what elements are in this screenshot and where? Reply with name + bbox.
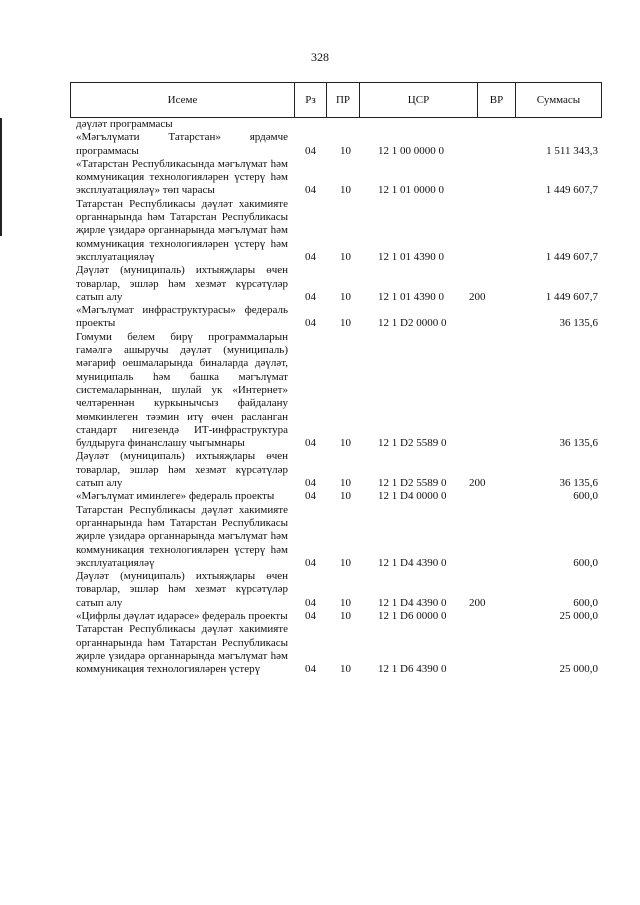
row-rz: 04 (305, 317, 316, 330)
row-sum: 36 135,6 (559, 437, 598, 450)
row-name: Татарстан Республикасы дәүләт хакимияте органнарында һәм Татарстан Республикасы җирле үзидарә органнарында мәгълүмат һәм коммуникация технологияләрен үстерү һәм эксплуатацияләү (76, 503, 288, 569)
table-row (0, 118, 640, 131)
row-sum: 600,0 (573, 596, 598, 609)
row-csr: 12 1 00 0000 0 (378, 144, 444, 157)
row-name: Дәүләт (муниципаль) ихтыяҗлары өчен товарлар, эшләр һәм хезмәт күрсәтүләр сатып алу (76, 570, 288, 609)
row-vr: 200 (469, 477, 486, 490)
table-row (0, 504, 640, 570)
row-sum: 1 511 343,3 (546, 144, 598, 157)
row-sum: 25 000,0 (559, 663, 598, 676)
row-pr: 10 (340, 184, 351, 197)
table-header (70, 82, 602, 118)
row-rz: 04 (305, 556, 316, 569)
row-rz: 04 (305, 596, 316, 609)
row-csr: 12 1 01 0000 0 (378, 184, 444, 197)
row-sum: 600,0 (573, 490, 598, 503)
table-row (0, 158, 640, 198)
table-body (0, 118, 640, 676)
row-csr: 12 1 D4 0000 0 (378, 490, 447, 503)
page-number: 328 (311, 50, 329, 64)
row-sum: 1 449 607,7 (545, 250, 598, 263)
row-sum: 36 135,6 (559, 317, 598, 330)
row-name: «Мәгълүмат иминлеге» федераль проекты (76, 490, 275, 503)
row-name: Татарстан Республикасы дәүләт хакимияте органнарында һәм Татарстан Республикасы җирле үзидарә органнарында мәгълүмат һәм коммуникация технологияләрен үстерү һәм эксплуатацияләү (76, 197, 288, 263)
row-pr: 10 (340, 596, 351, 609)
table-row (0, 331, 640, 451)
row-sum: 1 449 607,7 (545, 184, 598, 197)
row-rz: 04 (305, 184, 316, 197)
row-rz: 04 (305, 437, 316, 450)
table-row (0, 570, 640, 610)
row-csr: 12 1 D2 5589 0 (378, 477, 447, 490)
table-row (0, 304, 640, 331)
row-sum: 25 000,0 (559, 609, 598, 622)
row-name: Гомуми белем бирү программаларын гамәлгә ашыручы дәүләт (муниципаль) мәгариф оешмаларында биналарда дәүләт, муниципаль һәм башка мәгълүмат системаларыннан, шулай ук «Интернет» челтәреннән куркынычсыз файдалану мөмкинлеген тәэмин итү өчен расланган стандарт нигезендә ИТ-инфраструктура булдыруга финанслашу чыгымнары (76, 330, 288, 450)
row-name: Дәүләт (муниципаль) ихтыяҗлары өчен товарлар, эшләр һәм хезмәт күрсәтүләр сатып алу (76, 450, 288, 490)
header-sum: Суммасы (536, 94, 581, 106)
row-vr: 200 (469, 596, 486, 609)
row-pr: 10 (340, 250, 351, 263)
row-csr: 12 1 01 4390 0 (378, 290, 444, 303)
row-name: «Мәгълүмати Татарстан» ярдәмче программасы (76, 131, 288, 157)
row-sum: 36 135,6 (559, 477, 598, 490)
row-name: Дәүләт (муниципаль) ихтыяҗлары өчен товарлар, эшләр һәм хезмәт күрсәтүләр сатып алу (76, 264, 288, 303)
header-rz: Рз (295, 83, 327, 117)
row-sum: 1 449 607,7 (545, 290, 598, 303)
row-rz: 04 (305, 663, 316, 676)
row-pr: 10 (340, 609, 351, 622)
table-row (0, 450, 640, 490)
row-csr: 12 1 01 4390 0 (378, 250, 444, 263)
header-vr: ВР (478, 83, 516, 117)
row-rz: 04 (305, 250, 316, 263)
table-row (0, 131, 640, 158)
row-csr: 12 1 D6 4390 0 (378, 663, 447, 676)
row-rz: 04 (305, 490, 316, 503)
row-pr: 10 (340, 477, 351, 490)
row-csr: 12 1 D6 0000 0 (378, 609, 447, 622)
row-csr: 12 1 D4 4390 0 (378, 556, 447, 569)
row-pr: 10 (340, 290, 351, 303)
row-pr: 10 (340, 556, 351, 569)
row-sum: 600,0 (573, 556, 598, 569)
row-pr: 10 (340, 144, 351, 157)
row-name: дәүләт программасы (76, 118, 173, 130)
header-pr: ПР (327, 83, 360, 117)
row-rz: 04 (305, 144, 316, 157)
row-csr: 12 1 D4 4390 0 (378, 596, 447, 609)
header-name: Исеме (71, 83, 295, 117)
table-row (0, 610, 640, 623)
table-row (0, 198, 640, 264)
row-name: «Цифрлы дәүләт идарәсе» федераль проекты (76, 609, 288, 622)
row-name: Татарстан Республикасы дәүләт хакимияте органнарында һәм Татарстан Республикасы җирле үзидарә органнарында мәгълүмат һәм коммуникация технологияләрен үстерү (76, 623, 288, 676)
row-csr: 12 1 D2 5589 0 (378, 437, 447, 450)
row-vr: 200 (469, 290, 486, 303)
table-row (0, 264, 640, 304)
row-csr: 12 1 D2 0000 0 (378, 317, 447, 330)
row-name: «Мәгълүмат инфраструктурасы» федераль проекты (76, 304, 288, 330)
row-rz: 04 (305, 609, 316, 622)
row-rz: 04 (305, 477, 316, 490)
row-pr: 10 (340, 663, 351, 676)
row-pr: 10 (340, 437, 351, 450)
header-csr: ЦСР (360, 83, 478, 117)
table-row (0, 623, 640, 676)
row-pr: 10 (340, 317, 351, 330)
row-name: «Татарстан Республикасында мәгълүмат һәм коммуникация технологияләрен үстерү һәм эксплуатацияләү» төп чарасы (76, 157, 288, 197)
table-row (0, 490, 640, 503)
row-rz: 04 (305, 290, 316, 303)
row-pr: 10 (340, 490, 351, 503)
